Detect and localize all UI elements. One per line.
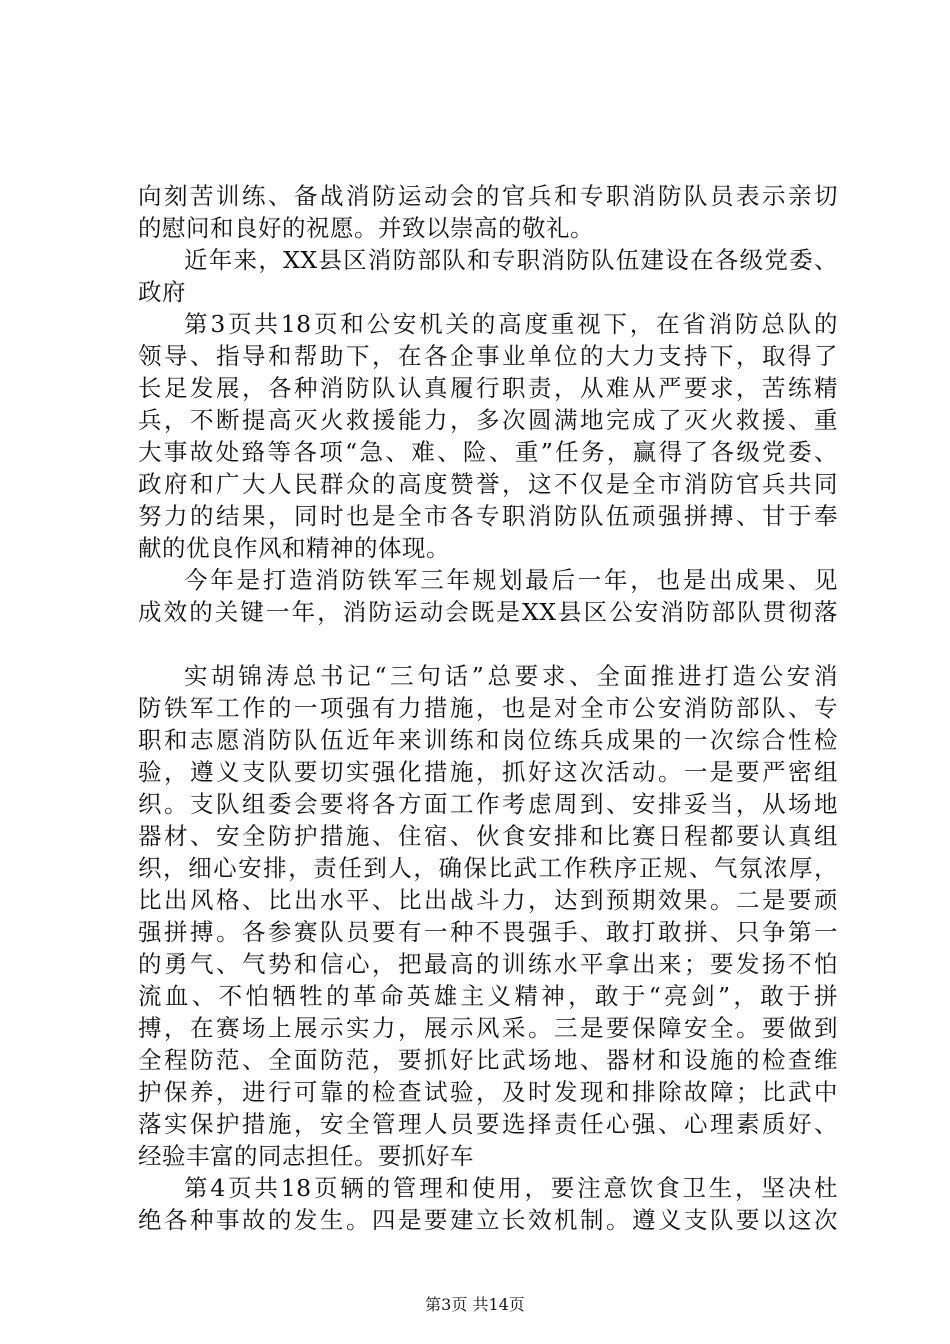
body-text-line: 全程防范、全面防范，要抓好比武场地、器材和设施的检查维 [138,1046,838,1074]
body-text-line: 器材、安全防护措施、住宿、伙食安排和比赛日程都要认真组 [138,822,838,850]
body-text-line: 落实保护措施，安全管理人员要选择责任心强、心理素质好、 [138,1110,838,1138]
body-text-line: 第4页共18页辆的管理和使用，要注意饮食卫生，坚决杜 [184,1174,838,1202]
body-text-line: 经验丰富的同志担任。要抓好车 [138,1142,474,1170]
body-text-line: 绝各种事故的发生。四是要建立长效机制。遵义支队要以这次 [138,1206,838,1234]
body-text-line: 献的优良作风和精神的体现。 [138,534,450,562]
body-text-line: 兵，不断提高灭火救援能力，多次圆满地完成了灭火救援、重 [138,406,838,434]
body-text-line: 领导、指导和帮助下，在各企事业单位的大力支持下，取得了 [138,342,838,370]
body-text-line: 实胡锦涛总书记“三句话”总要求、全面推进打造公安消 [184,662,838,690]
body-text-line: 流血、不怕牺牲的革命英雄主义精神，敢于“亮剑”，敢于拼 [138,982,838,1010]
page-footer: 第3页 共14页 [425,1295,525,1314]
body-text-line: 的慰问和良好的祝愿。并致以崇高的敬礼。 [138,214,594,242]
body-text-line: 织。支队组委会要将各方面工作考虑周到、安排妥当，从场地 [138,790,838,818]
body-text-line: 防铁军工作的一项强有力措施，也是对全市公安消防部队、专 [138,694,838,722]
body-text-line: 近年来，XX县区消防部队和专职消防队伍建设在各级党委、 [184,246,838,274]
body-text-line: 搏，在赛场上展示实力，展示风采。三是要保障安全。要做到 [138,1014,838,1042]
body-text-line: 长足发展，各种消防队认真履行职责，从难从严要求，苦练精 [138,374,838,402]
body-text-line: 第3页共18页和公安机关的高度重视下，在省消防总队的 [184,310,838,338]
body-text-line: 织，细心安排，责任到人，确保比武工作秩序正规、气氛浓厚， [138,854,838,882]
body-text-line: 政府和广大人民群众的高度赞誉，这不仅是全市消防官兵共同 [138,470,838,498]
body-text-line: 的勇气、气势和信心，把最高的训练水平拿出来；要发扬不怕 [138,950,838,978]
body-text-line: 护保养，进行可靠的检查试验，及时发现和排除故障；比武中 [138,1078,838,1106]
body-text-line: 比出风格、比出水平、比出战斗力，达到预期效果。二是要顽 [138,886,838,914]
body-text-line: 大事故处臵等各项“急、难、险、重”任务，赢得了各级党委、 [138,438,838,466]
body-text-line: 向刻苦训练、备战消防运动会的官兵和专职消防队员表示亲切 [138,182,838,210]
body-text-line: 今年是打造消防铁军三年规划最后一年，也是出成果、见 [184,566,838,594]
body-text-line: 成效的关键一年，消防运动会既是XX县区公安消防部队贯彻落 [138,598,838,626]
body-text-line: 验，遵义支队要切实强化措施，抓好这次活动。一是要严密组 [138,758,838,786]
body-text-line: 政府 [138,278,186,306]
body-text-line: 努力的结果，同时也是全市各专职消防队伍顽强拼搏、甘于奉 [138,502,838,530]
body-text-line: 强拼搏。各参赛队员要有一种不畏强手、敢打敢拼、只争第一 [138,918,838,946]
body-text-line: 职和志愿消防队伍近年来训练和岗位练兵成果的一次综合性检 [138,726,838,754]
